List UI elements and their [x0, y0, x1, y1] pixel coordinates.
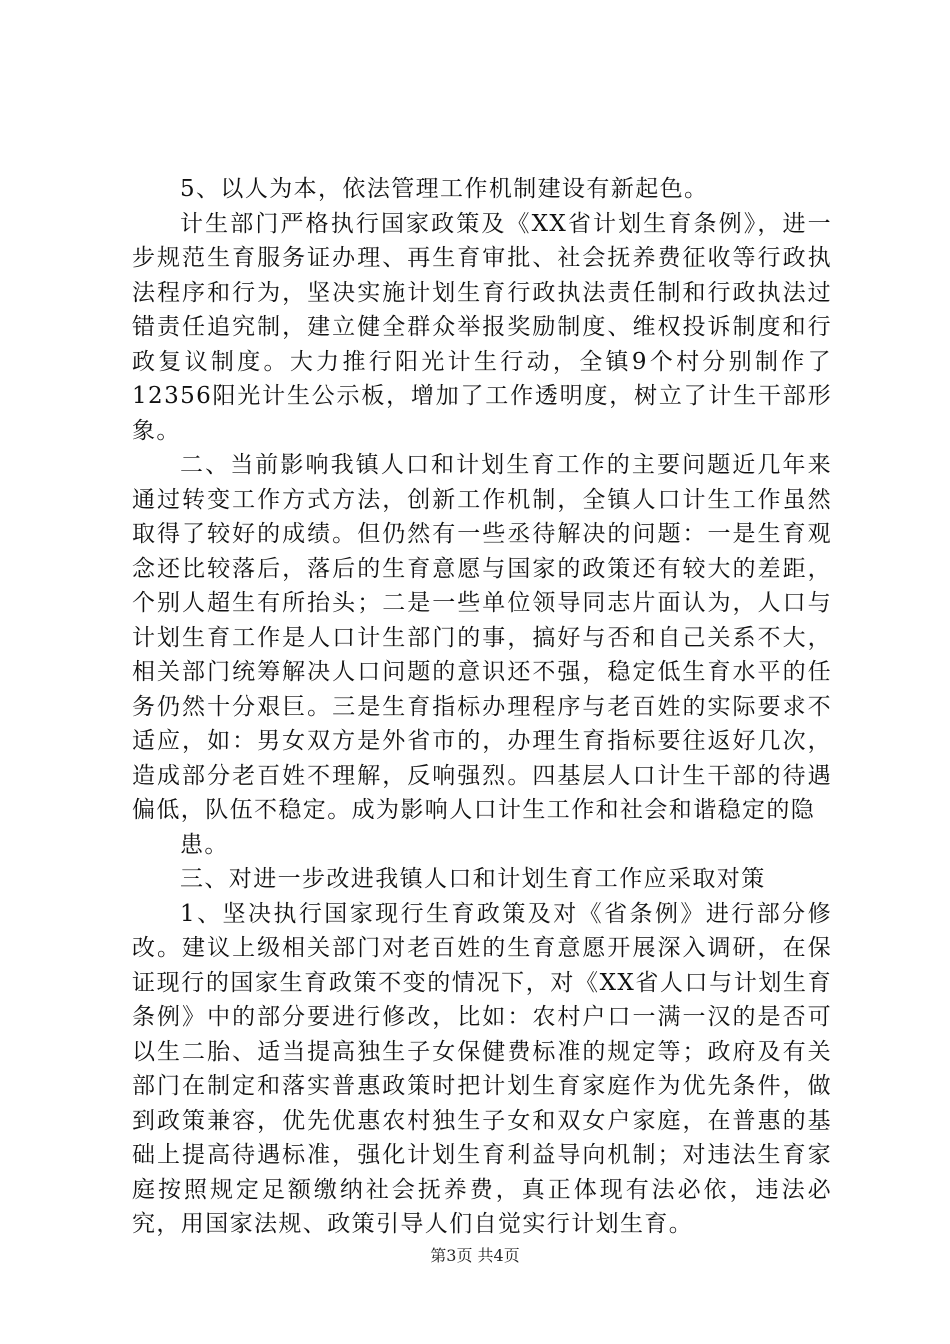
document-body — [132, 172, 832, 1242]
paragraph-section-5-heading: 5、以人为本，依法管理工作机制建设有新起色。 — [180, 176, 709, 202]
page-number-footer: 第3页 共4页 — [430, 1246, 520, 1265]
paragraph-policy-revision: 1、坚决执行国家现行生育政策及对《省条例》进行部分修改。建议上级相关部门对老百姓的生育意愿开展深入调研，在保证现行的国家生育政策不变的情况下，对《XX省人口与计划生育条例》中的部分要进行修改，比如：农村户口一满一汉的是否可以生二胎、适当提高独生子女保健费标准的规定等；政府及有关部门在制定和落实普惠政策时把计划生育家庭作为优先条件，做到政策兼容，优先优惠农村独生子女和双女户家庭，在普惠的基础上提高待遇标准，强化计划生育利益导向机制；对违法生育家庭按照规定足额缴纳社会抚养费，真正体现有法必依，违法必究，用国家法规、政策引导人们自觉实行计划生育。 — [132, 900, 832, 1237]
paragraph-law-enforcement: 计生部门严格执行国家政策及《XX省计划生育条例》，进一步规范生育服务证办理、再生育审批、社会抚养费征收等行政执法程序和行为，坚决实施计划生育行政执法责任制和行政执法过错责任追究制，建立健全群众举报奖励制度、维权投诉制度和行政复议制度。大力推行阳光计生行动，全镇9个村分别制作了12356阳光计生公示板，增加了工作透明度，树立了计生干部形象。 — [132, 210, 832, 444]
paragraph-section-3-heading: 三、对进一步改进我镇人口和计划生育工作应采取对策 — [180, 866, 766, 892]
paragraph-continuation: 患。 — [180, 831, 229, 858]
paragraph-main-problems: 二、当前影响我镇人口和计划生育工作的主要问题近几年来通过转变工作方式方法，创新工作机制，全镇人口计生工作虽然取得了较好的成绩。但仍然有一些丞待解决的问题：一是生育观念还比较落后，落后的生育意愿与国家的政策还有较大的差距，个别人超生有所抬头；二是一些单位领导同志片面认为，人口与计划生育工作是人口计生部门的事，搞好与否和自己关系不大，相关部门统筹解决人口问题的意识还不强，稳定低生育水平的任务仍然十分艰巨。三是生育指标办理程序与老百姓的实际要求不适应，如：男女双方是外省市的，办理生育指标要往返好几次，造成部分老百姓不理解，反响强烈。四基层人口计生干部的待遇偏低，队伍不稳定。成为影响人口计生工作和社会和谐稳定的隐 — [132, 452, 832, 823]
